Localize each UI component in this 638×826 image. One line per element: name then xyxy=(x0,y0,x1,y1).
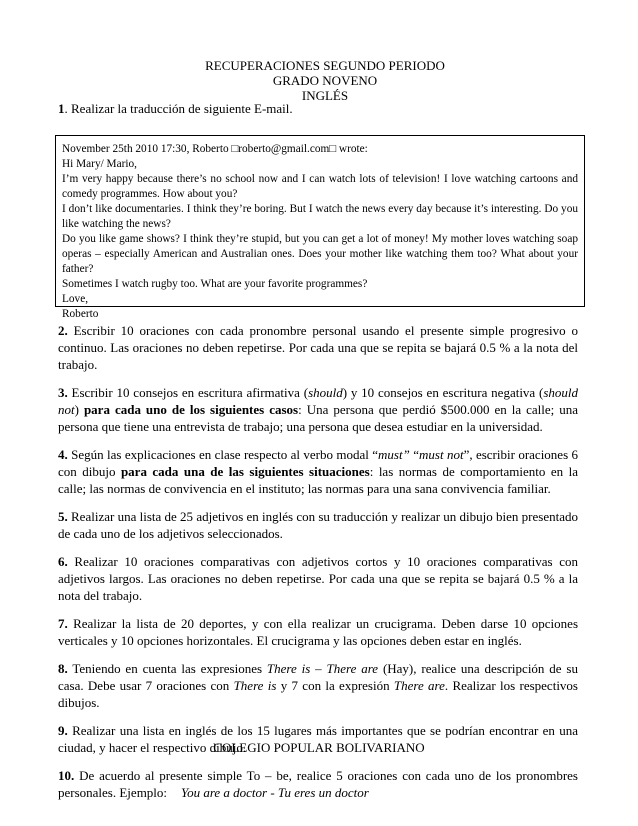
task-10-text: De acuerdo al presente simple To – be, realice 5 oraciones con cada uno de los pronombres personales. Ejemplo: xyxy=(58,768,578,800)
task-4 xyxy=(58,446,578,497)
header-subject: INGLÉS xyxy=(301,88,349,103)
task-4-number: 4. xyxy=(58,447,68,462)
task-8-number: 8. xyxy=(58,661,68,676)
header-grade: GRADO NOVENO xyxy=(272,73,378,88)
task-3-bold: para cada uno de los siguientes casos xyxy=(83,402,299,417)
email-line: Sometimes I watch rugby too. What are your favorite programmes? xyxy=(62,278,368,290)
email-line: Do you like game shows? I think they’re stupid, but you can get a lot of money! My mother loves watching soap operas – especially American and Australian ones. Does your mother like watching them too? What about your father? xyxy=(62,233,578,275)
task-4-text: ”, escribir oraciones 6 con dibujo xyxy=(58,447,579,479)
task-3-text: : Una persona que perdió $500.000 en la calle; una persona que tiene una entrevista de trabajo; una persona que desea estudiar en la universidad. xyxy=(58,402,578,434)
task-3-text: Escribir 10 consejos en escritura afirmativa ( xyxy=(67,385,309,400)
task-10 xyxy=(58,767,578,801)
task-2-text: Escribir 10 oraciones con cada pronombre personal usando el presente simple progresivo o continuo. Las oraciones no deben repetirse. Por cada una que se repita se bajará 0.5 % a la nota del trabajo. xyxy=(58,323,578,372)
task-3-should-not: should not xyxy=(58,385,579,417)
task-2 xyxy=(58,322,578,373)
task-5-number: 5. xyxy=(58,509,68,524)
task-8-text: y 7 con la expresión xyxy=(276,678,394,693)
task-4-text: : las normas de comportamiento en la calle; las normas de convivencia en el instituto; las normas para una sana convivencia familiar. xyxy=(58,464,578,496)
school-footer: COLEGIO POPULAR BOLIVARIANO xyxy=(213,740,425,755)
task-3-text: ) xyxy=(74,402,84,417)
task-3-number: 3. xyxy=(58,385,68,400)
task-1-text: . Realizar la traducción de siguiente E-mail. xyxy=(64,101,293,116)
task-10-number: 10. xyxy=(58,768,75,783)
task-5-text: Realizar una lista de 25 adjetivos en inglés con su traducción y realizar un dibujo bien presentado de cada uno de los adjetivos seleccionados. xyxy=(58,509,578,541)
task-3-should: should xyxy=(308,385,343,400)
task-9-number: 9. xyxy=(58,723,68,738)
task-6-number: 6. xyxy=(58,554,68,569)
task-4-bold: para cada una de las siguientes situaciones xyxy=(120,464,370,479)
task-8-text: . Realizar los respectivos dibujos. xyxy=(58,678,578,710)
task-8-text: (Hay), realice una descripción de su casa. Debe usar 7 oraciones con xyxy=(58,661,578,693)
email-line: November 25th 2010 17:30, Roberto □roberto@gmail.com□ wrote: xyxy=(62,143,368,155)
task-8-there-is: There is xyxy=(233,678,277,693)
email-line: Love, xyxy=(62,293,89,305)
header-title: RECUPERACIONES SEGUNDO PERIODO xyxy=(205,58,445,73)
task-2-number: 2. xyxy=(58,323,68,338)
task-6-text: Realizar 10 oraciones comparativas con adjetivos cortos y 10 oraciones comparativas con adjetivos largos. Las oraciones no deben repetirse. Por cada una que se repita se bajará 0.5 % a la nota del trabajo. xyxy=(58,554,578,603)
task-4-text: “ xyxy=(409,447,419,462)
task-8-there-are: There are xyxy=(393,678,445,693)
task-4-must: must” xyxy=(378,447,410,462)
task-9-text: Realizar una lista en inglés de los 15 lugares más importantes que se podrían encontrar en una ciudad, y hacer el respectivo dibujo. xyxy=(58,723,578,755)
task-1 xyxy=(58,101,293,117)
document-header xyxy=(0,58,638,103)
email-line: I don’t like documentaries. I think they’re boring. But I watch the news every day because it’s interesting. Do you like watching the news? xyxy=(62,203,578,230)
task-4-must-not: must not xyxy=(419,447,464,462)
task-3 xyxy=(58,384,578,435)
task-7-number: 7. xyxy=(58,616,68,631)
task-1-number: 1 xyxy=(58,101,65,116)
email-line: Roberto xyxy=(62,308,99,320)
task-8-there-is-there-are: There is – There are xyxy=(266,661,379,676)
task-5 xyxy=(58,508,578,542)
task-3-text: ) y 10 consejos en escritura negativa ( xyxy=(342,385,544,400)
task-7-text: Realizar la lista de 20 deportes, y con ella realizar un crucigrama. Deben darse 10 opciones verticales y 10 opciones horizontales. El crucigrama y las opciones deben estar en inglés. xyxy=(58,616,578,648)
task-8 xyxy=(58,660,578,711)
task-10-example: You are a doctor - Tu eres un doctor xyxy=(181,785,369,800)
task-6 xyxy=(58,553,578,604)
email-box xyxy=(55,135,585,320)
task-list xyxy=(58,322,578,801)
task-8-text: Teniendo en cuenta las expresiones xyxy=(67,661,267,676)
email-line: Hi Mary/ Mario, xyxy=(62,158,137,170)
task-4-text: Según las explicaciones en clase respecto al verbo modal “ xyxy=(67,447,379,462)
email-line: I’m very happy because there’s no school now and I can watch lots of television! I love watching cartoons and comedy programmes. How about you? xyxy=(62,173,578,200)
task-7 xyxy=(58,615,578,649)
